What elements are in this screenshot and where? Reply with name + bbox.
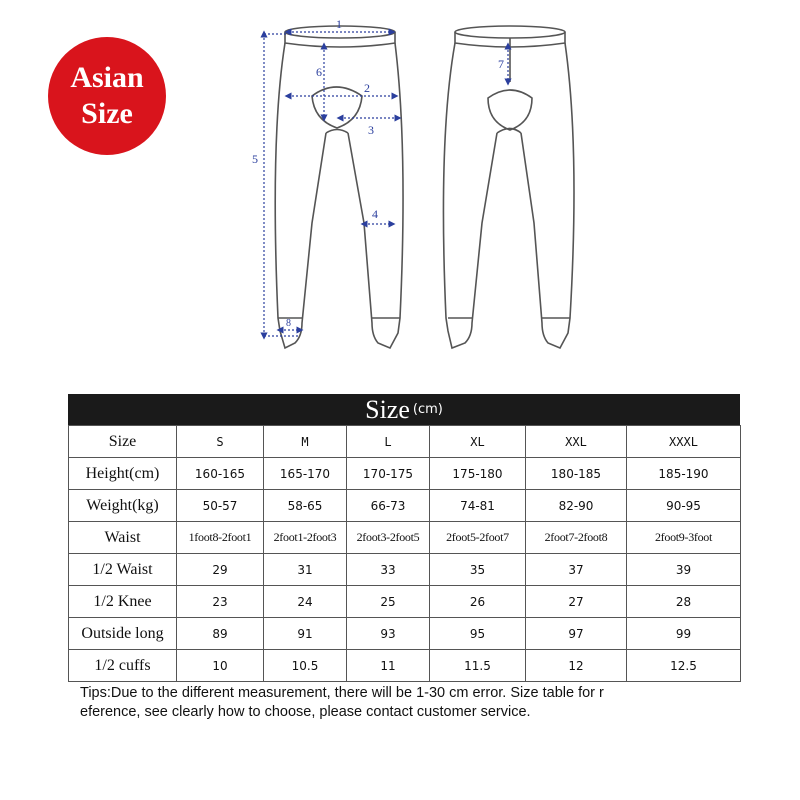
tips-line-2: eference, see clearly how to choose, please contact customer service. <box>80 704 531 720</box>
size-chart-unit: (cm) <box>412 402 443 417</box>
badge-line-1: Asian <box>70 61 144 94</box>
table-cell: 97 <box>526 618 627 650</box>
front-measure-lines <box>264 32 398 336</box>
tips-line-1: Tips:Due to the different measurement, there will be 1-30 cm error. Size table for r <box>80 685 604 701</box>
table-row-height <box>69 458 741 490</box>
table-cell: 66-73 <box>347 490 430 522</box>
measure-label-3: 3 <box>368 123 374 137</box>
table-cell: 74-81 <box>430 490 526 522</box>
table-cell: 23 <box>177 586 264 618</box>
table-cell: 175-180 <box>430 458 526 490</box>
table-cell: 26 <box>430 586 526 618</box>
measure-label-6: 6 <box>316 65 322 79</box>
row-label: Height(cm) <box>69 458 177 490</box>
front-view <box>275 26 403 348</box>
table-row-half-knee <box>69 586 741 618</box>
table-cell: 10.5 <box>264 650 347 682</box>
size-col-l: L <box>347 426 430 458</box>
table-cell: 24 <box>264 586 347 618</box>
size-col-s: S <box>177 426 264 458</box>
measure-label-5: 5 <box>252 152 258 166</box>
table-cell: 25 <box>347 586 430 618</box>
table-cell: 170-175 <box>347 458 430 490</box>
table-cell: 33 <box>347 554 430 586</box>
table-cell: 50-57 <box>177 490 264 522</box>
table-cell: 35 <box>430 554 526 586</box>
table-cell: 12.5 <box>627 650 741 682</box>
row-label: Waist <box>69 522 177 554</box>
table-cell: 27 <box>526 586 627 618</box>
table-cell: 28 <box>627 586 741 618</box>
table-cell: 2foot1-2foot3 <box>264 522 347 554</box>
table-cell: 160-165 <box>177 458 264 490</box>
size-table <box>68 425 741 682</box>
tips-note <box>80 684 720 722</box>
table-cell: 11.5 <box>430 650 526 682</box>
table-cell: 31 <box>264 554 347 586</box>
row-label: 1/2 Knee <box>69 586 177 618</box>
table-cell: 165-170 <box>264 458 347 490</box>
size-col-xl: XL <box>430 426 526 458</box>
table-cell: 2foot3-2foot5 <box>347 522 430 554</box>
table-cell: 2foot9-3foot <box>627 522 741 554</box>
size-col-xxxl: XXXL <box>627 426 741 458</box>
size-chart-title-bar <box>68 394 740 425</box>
table-cell: 11 <box>347 650 430 682</box>
measure-label-8: 8 <box>286 318 291 329</box>
row-label: 1/2 Waist <box>69 554 177 586</box>
table-cell: 39 <box>627 554 741 586</box>
measure-label-7: 7 <box>498 57 504 71</box>
table-cell: 2foot7-2foot8 <box>526 522 627 554</box>
back-view <box>443 26 574 348</box>
front-measure-labels <box>252 18 378 329</box>
table-row-waist <box>69 522 741 554</box>
table-row-weight <box>69 490 741 522</box>
table-row-half-waist <box>69 554 741 586</box>
table-cell: 10 <box>177 650 264 682</box>
table-cell: 89 <box>177 618 264 650</box>
size-header-label: Size <box>69 426 177 458</box>
table-cell: 90-95 <box>627 490 741 522</box>
pants-measurement-diagram <box>240 18 580 363</box>
table-cell: 180-185 <box>526 458 627 490</box>
measure-label-4: 4 <box>372 207 378 221</box>
table-cell: 99 <box>627 618 741 650</box>
measure-label-2: 2 <box>364 81 370 95</box>
table-cell: 82-90 <box>526 490 627 522</box>
table-cell: 2foot5-2foot7 <box>430 522 526 554</box>
size-col-xxl: XXL <box>526 426 627 458</box>
row-label: 1/2 cuffs <box>69 650 177 682</box>
table-cell: 91 <box>264 618 347 650</box>
size-chart-title: Size <box>365 394 410 424</box>
size-col-m: M <box>264 426 347 458</box>
badge-line-2: Size <box>81 97 133 130</box>
table-cell: 12 <box>526 650 627 682</box>
table-row-half-cuffs <box>69 650 741 682</box>
measure-label-1: 1 <box>336 18 342 31</box>
table-cell: 29 <box>177 554 264 586</box>
table-cell: 185-190 <box>627 458 741 490</box>
row-label: Outside long <box>69 618 177 650</box>
table-cell: 58-65 <box>264 490 347 522</box>
asian-size-badge <box>48 37 166 155</box>
size-header-row <box>69 426 741 458</box>
table-cell: 93 <box>347 618 430 650</box>
row-label: Weight(kg) <box>69 490 177 522</box>
table-cell: 1foot8-2foot1 <box>177 522 264 554</box>
table-cell: 95 <box>430 618 526 650</box>
table-cell: 37 <box>526 554 627 586</box>
table-row-outside-long <box>69 618 741 650</box>
